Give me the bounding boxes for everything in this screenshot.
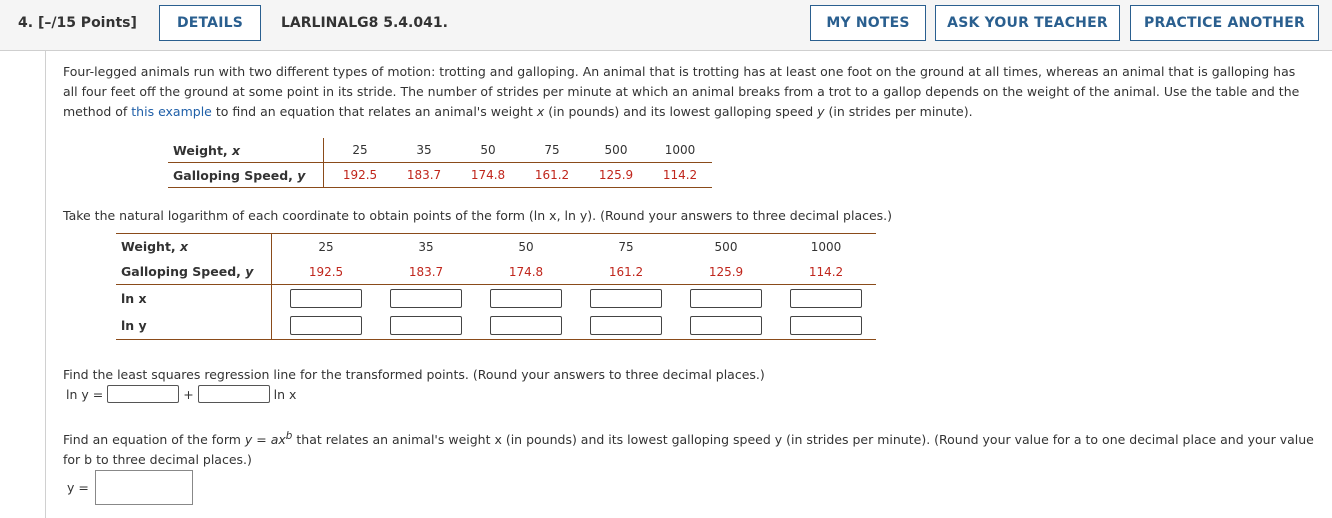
table-cell: 500	[676, 234, 776, 260]
my-notes-button[interactable]: MY NOTES	[810, 5, 926, 41]
table-cell: 50	[456, 138, 520, 163]
speed-row-label: Galloping Speed, y	[168, 163, 324, 188]
ln-x-input[interactable]	[390, 289, 462, 308]
intercept-input[interactable]	[107, 385, 179, 403]
points-label: [–/15 Points]	[37, 15, 137, 31]
details-button[interactable]: DETAILS	[159, 5, 261, 41]
table-cell: 1000	[648, 138, 712, 163]
table-cell: 35	[392, 138, 456, 163]
step2-instruction: Take the natural logarithm of each coordinate to obtain points of the form (ln x, ln y). (Round your answers to three decimal places.)	[63, 208, 893, 223]
table-cell: 35	[376, 234, 476, 260]
question-number: 4. [–/15 Points]	[18, 15, 137, 31]
table-cell: 114.2	[648, 163, 712, 188]
table-cell: 161.2	[576, 259, 676, 285]
table-cell: 50	[476, 234, 576, 260]
ln-x-input[interactable]	[690, 289, 762, 308]
ln-y-input[interactable]	[690, 316, 762, 335]
ln-y-row-label: ln y	[116, 312, 272, 340]
table-cell: 192.5	[276, 259, 376, 285]
table-cell: 1000	[776, 234, 876, 260]
plus-sign: +	[183, 386, 194, 402]
final-equation	[67, 470, 193, 505]
ln-x-input[interactable]	[790, 289, 862, 308]
example-link[interactable]: this example	[131, 104, 212, 119]
ln-y-input[interactable]	[490, 316, 562, 335]
table-cell: 161.2	[520, 163, 584, 188]
weight-row-label: Weight, x	[116, 234, 272, 260]
step3-instruction: Find the least squares regression line for the transformed points. (Round your answers to three decimal places.)	[63, 367, 765, 382]
table-cell: 183.7	[376, 259, 476, 285]
question-id: LARLINALG8 5.4.041.	[281, 15, 448, 31]
regression-equation	[66, 385, 296, 403]
problem-statement: Four-legged animals run with two different types of motion: trotting and galloping. An animal that is trotting has at least one foot on the ground at all times, whereas an animal that is galloping has all four feet off the ground at some point in its stride. The number of strides per minute at which an animal breaks from a trot to a gallop depends on the weight of the animal. Use the table and the method of this example to find an equation that relates an animal's weight x (in pounds) and its lowest galloping speed y (in strides per minute).	[63, 64, 1300, 119]
table-cell: 125.9	[676, 259, 776, 285]
ask-teacher-button[interactable]: ASK YOUR TEACHER	[935, 5, 1120, 41]
data-table	[168, 138, 712, 188]
table-cell: 25	[328, 138, 392, 163]
ln-x-row-label: ln x	[121, 291, 147, 306]
weight-row-label: Weight, x	[168, 138, 324, 163]
ln-y-input[interactable]	[290, 316, 362, 335]
final-equation-input[interactable]	[95, 470, 193, 505]
slope-input[interactable]	[198, 385, 270, 403]
ln-x-input[interactable]	[490, 289, 562, 308]
regression-rhs: ln x	[273, 386, 297, 402]
table-cell: 114.2	[776, 259, 876, 285]
log-table	[116, 233, 876, 340]
table-cell: 500	[584, 138, 648, 163]
ln-y-input[interactable]	[590, 316, 662, 335]
regression-lhs: ln y =	[66, 386, 104, 402]
table-cell: 125.9	[584, 163, 648, 188]
speed-row-label: Galloping Speed, y	[116, 259, 272, 285]
table-cell: 174.8	[456, 163, 520, 188]
table-cell: 75	[576, 234, 676, 260]
step4-instruction: Find an equation of the form $y = ax^b$ that relates an animal's weight x (in pounds) and its lowest galloping speed y (in strides per minute). (Round your value for a to one decimal place and your value for b to three decimal places.)	[63, 430, 1314, 468]
table-cell: 192.5	[328, 163, 392, 188]
ln-x-input[interactable]	[290, 289, 362, 308]
table-cell: 25	[276, 234, 376, 260]
practice-another-button[interactable]: PRACTICE ANOTHER	[1130, 5, 1319, 41]
question-header	[0, 0, 1332, 51]
final-equation-label: y =	[67, 480, 89, 495]
ln-x-input[interactable]	[590, 289, 662, 308]
ln-y-input[interactable]	[790, 316, 862, 335]
left-divider	[45, 51, 46, 518]
table-cell: 75	[520, 138, 584, 163]
table-cell: 183.7	[392, 163, 456, 188]
ln-y-input[interactable]	[390, 316, 462, 335]
table-cell: 174.8	[476, 259, 576, 285]
